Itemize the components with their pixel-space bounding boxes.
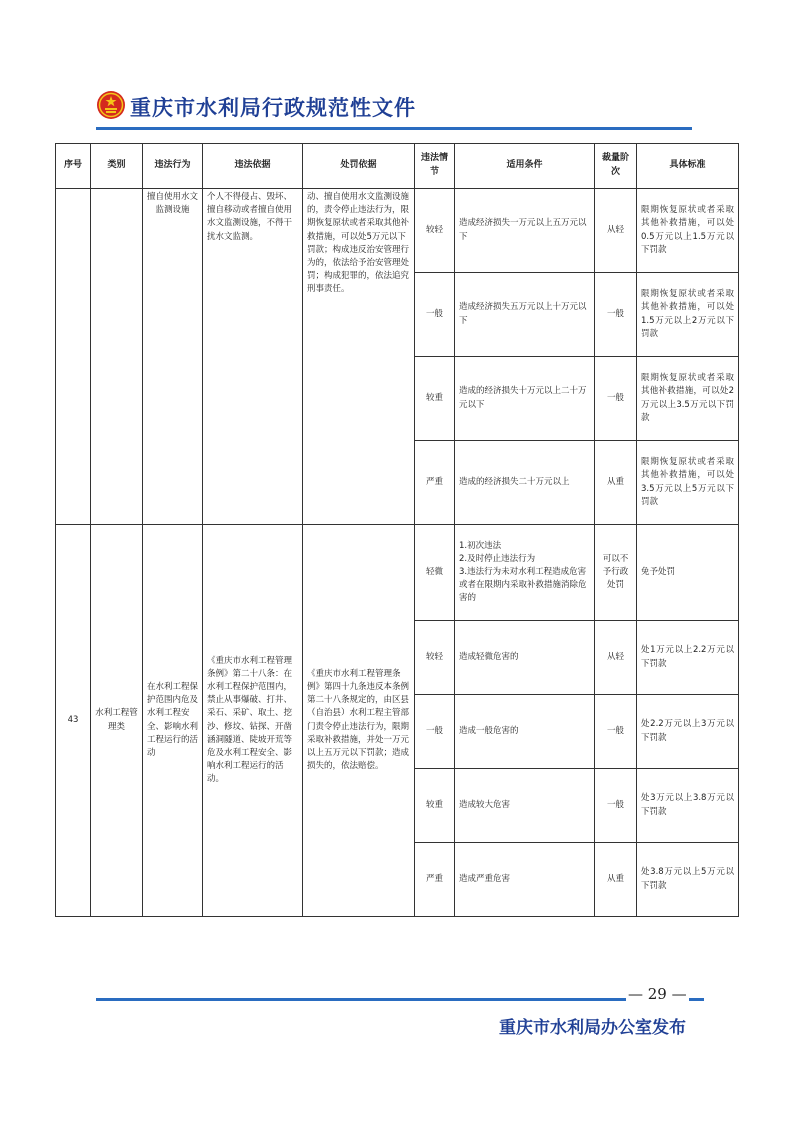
condition-line: 1.初次违法	[459, 540, 502, 551]
level-cell: 一般	[595, 357, 637, 441]
circumstance-cell: 一般	[415, 273, 455, 357]
header-standard: 具体标准	[637, 144, 739, 189]
footer-divider	[96, 998, 704, 1001]
standard-cell: 处3.8万元以上5万元以下罚款	[637, 843, 739, 917]
standard-cell: 处3万元以上3.8万元以下罚款	[637, 769, 739, 843]
header-category: 类别	[91, 144, 143, 189]
category-cell-empty	[91, 189, 143, 525]
condition-cell: 造成严重危害	[455, 843, 595, 917]
header-violation: 违法行为	[143, 144, 203, 189]
national-emblem-icon	[96, 90, 126, 120]
table-header-row	[56, 144, 739, 189]
level-cell: 从轻	[595, 621, 637, 695]
table-row	[56, 189, 739, 273]
header-circumstance: 违法情节	[415, 144, 455, 189]
circumstance-cell: 较轻	[415, 189, 455, 273]
header-condition: 适用条件	[455, 144, 595, 189]
violation-cell: 在水利工程保护范围内危及水利工程安全、影响水利工程运行的活动	[143, 525, 203, 917]
circumstance-cell: 较轻	[415, 621, 455, 695]
penalty-discretion-table	[55, 143, 739, 917]
seq-cell-empty	[56, 189, 91, 525]
standard-cell: 限期恢复原状或者采取其他补救措施，可以处0.5万元以上1.5万元以下罚款	[637, 189, 739, 273]
standard-cell: 处1万元以上2.2万元以下罚款	[637, 621, 739, 695]
condition-cell: 造成的经济损失二十万元以上	[455, 441, 595, 525]
violation-basis-cell: 个人不得侵占、毁坏、擅自移动或者擅自使用水文监测设施，不得干扰水文监测。	[203, 189, 303, 525]
penalty-basis-cell: 动、擅自使用水文监测设施的，责令停止违法行为，限期恢复原状或者采取其他补救措施，可以处5万元以下罚款；构成违反治安管理行为的，依法给予治安管理处罚；构成犯罪的，依法追究刑事责任。	[303, 189, 415, 525]
standard-cell: 限期恢复原状或者采取其他补救措施，可以处1.5万元以上2万元以下罚款	[637, 273, 739, 357]
level-cell: 从重	[595, 843, 637, 917]
circumstance-cell: 严重	[415, 843, 455, 917]
category-cell: 水利工程管理类	[91, 525, 143, 917]
document-series-title: 重庆市水利局行政规范性文件	[130, 96, 416, 120]
condition-cell: 造成经济损失五万元以上十万元以下	[455, 273, 595, 357]
circumstance-cell: 较重	[415, 769, 455, 843]
header-penalty-basis: 处罚依据	[303, 144, 415, 189]
condition-cell: 造成一般危害的	[455, 695, 595, 769]
page-number: — 29 —	[628, 985, 687, 1003]
violation-basis-cell: 《重庆市水利工程管理条例》第二十八条：在水利工程保护范围内，禁止从事爆破、打井、采石、采矿、取土、挖沙、修坟、钻探、开凿涵洞隧道、陡坡开荒等危及水利工程安全、影响水利工程运行的活动。	[203, 525, 303, 917]
level-cell: 一般	[595, 273, 637, 357]
level-cell: 可以不予行政处罚	[595, 525, 637, 621]
standard-cell: 限期恢复原状或者采取其他补救措施，可以处3.5万元以上5万元以下罚款	[637, 441, 739, 525]
condition-cell	[455, 525, 595, 621]
condition-line: 2.及时停止违法行为	[459, 553, 536, 564]
condition-line: 3.违法行为未对水利工程造成危害或者在限期内采取补救措施消除危害的	[459, 566, 587, 604]
standard-cell: 处2.2万元以上3万元以下罚款	[637, 695, 739, 769]
level-cell: 从轻	[595, 189, 637, 273]
condition-cell: 造成轻微危害的	[455, 621, 595, 695]
header-divider	[96, 127, 692, 130]
level-cell: 一般	[595, 695, 637, 769]
header-seq: 序号	[56, 144, 91, 189]
header-level: 裁量阶次	[595, 144, 637, 189]
condition-cell: 造成的经济损失十万元以上二十万元以下	[455, 357, 595, 441]
table-row	[56, 525, 739, 621]
circumstance-cell: 轻微	[415, 525, 455, 621]
circumstance-cell: 严重	[415, 441, 455, 525]
circumstance-cell: 一般	[415, 695, 455, 769]
violation-cell: 擅自使用水文监测设施	[143, 189, 203, 525]
level-cell: 一般	[595, 769, 637, 843]
condition-cell: 造成经济损失一万元以上五万元以下	[455, 189, 595, 273]
condition-cell: 造成较大危害	[455, 769, 595, 843]
circumstance-cell: 较重	[415, 357, 455, 441]
header-violation-basis: 违法依据	[203, 144, 303, 189]
seq-cell: 43	[56, 525, 91, 917]
level-cell: 从重	[595, 441, 637, 525]
standard-cell: 免予处罚	[637, 525, 739, 621]
standard-cell: 限期恢复原状或者采取其他补救措施，可以处2万元以上3.5万元以下罚款	[637, 357, 739, 441]
publisher-label: 重庆市水利局办公室发布	[499, 1018, 686, 1038]
penalty-basis-cell: 《重庆市水利工程管理条例》第四十九条违反本条例第二十八条规定的，由区县（自治县）水利工程主管部门责令停止违法行为，限期采取补救措施，并处一万元以上五万元以下罚款；造成损失的，依法赔偿。	[303, 525, 415, 917]
